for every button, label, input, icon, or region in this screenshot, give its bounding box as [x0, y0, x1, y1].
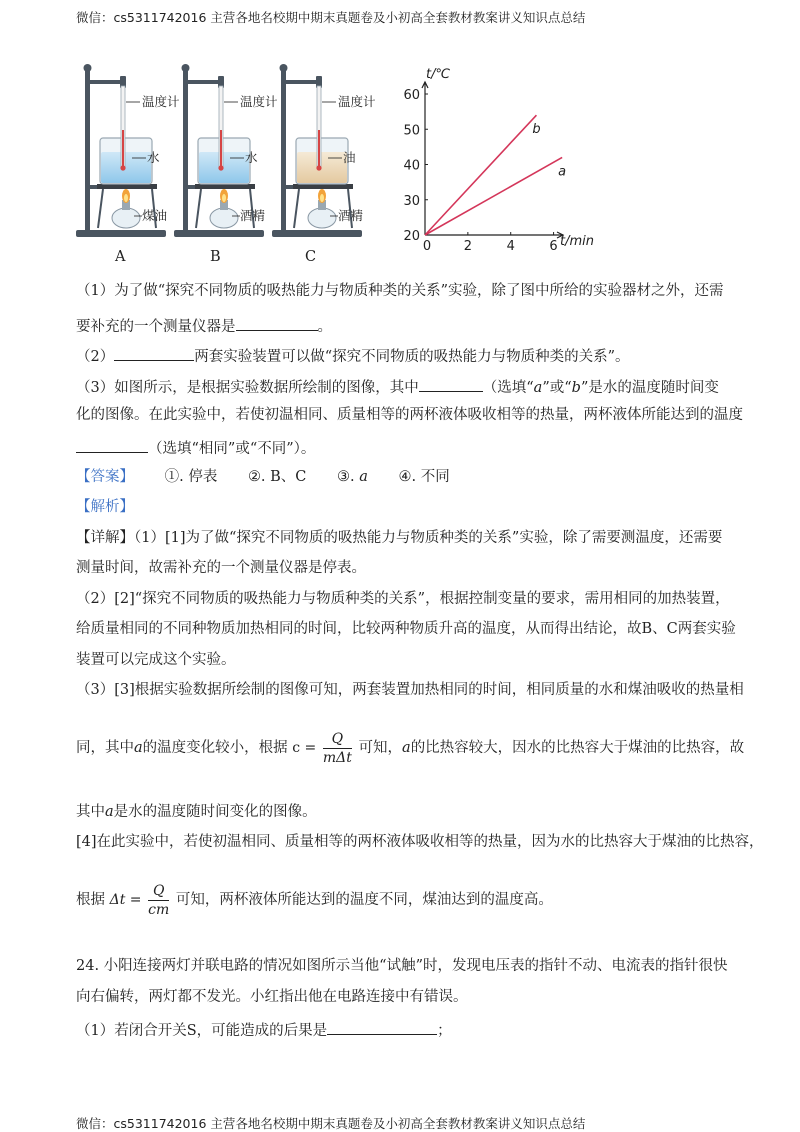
series-line-a [425, 157, 562, 235]
experiment-figure [70, 60, 400, 270]
q1-line1: （1）为了做“探究不同物质的吸热能力与物质种类的关系”实验，除了图中所给的实验器材之外，还需 [76, 283, 724, 299]
lamp-body [308, 208, 336, 228]
setup-letter-a: A [115, 249, 126, 265]
detail-p1-l2: 测量时间，故需补充的一个测量仪器是停表。 [76, 560, 366, 576]
series-line-b [425, 115, 536, 235]
series-label-a: a [558, 164, 567, 180]
q2-blank[interactable] [114, 344, 194, 361]
detail-p2-l1: （2）[2]“探究不同物质的吸热能力与物质种类的关系”，根据控制变量的要求，需用相同的加热装置， [76, 591, 730, 607]
q24-sub1-text: （1）若闭合开关S，可能造成的后果是 [76, 1023, 328, 1039]
thermometer-bulb [316, 165, 321, 170]
page-header: 微信：cs5311742016 主营各地名校期中期末真题卷及小初高全套教材教案讲义知识点总结 [76, 10, 586, 25]
liquid-label: 水 [245, 150, 258, 165]
q1-line2 [76, 314, 332, 337]
answer-item-4: ④. 不同 [398, 469, 450, 485]
p3-l2-b: 的温度变化较小，根据 [142, 740, 288, 756]
q24-sub1-end: ； [437, 1023, 452, 1039]
ring-arm [183, 185, 195, 189]
y-tick-label: 60 [403, 88, 420, 103]
wire-gauze [293, 184, 353, 189]
y-tick-label: 30 [403, 193, 420, 209]
thermometer-label: 温度计 [142, 94, 180, 109]
y-tick-label: 50 [403, 123, 420, 139]
p3-l3-a: 其中 [76, 804, 105, 820]
answer-item-3-var: a [359, 469, 368, 485]
answer-item-2: ②. B、C [247, 469, 307, 485]
liquid [297, 152, 347, 183]
rod-top [182, 64, 190, 72]
answer-item-1: ①. 停表 [164, 469, 218, 485]
formula-specific-heat [292, 728, 354, 768]
wire-gauze [195, 184, 255, 189]
fuel-label: 酒精 [338, 208, 364, 223]
q3-or: ”或“ [542, 380, 572, 396]
q3-text-b: （选填“ [482, 380, 534, 396]
x-tick-label: 0 [422, 239, 432, 254]
setup-letter-c: C [305, 249, 317, 265]
x-tick-label: 4 [506, 239, 515, 254]
detail-p2-l2: 给质量相同的不同种物质加热相同的时间，比较两种物质升高的温度，从而得出结论，故B、C两套实验 [76, 621, 736, 637]
detail-p2-l3: 装置可以完成这个实验。 [76, 652, 236, 668]
q3-text-a: （3）如图所示，是根据实验数据所绘制的图像，其中 [76, 380, 419, 396]
stand-rod [85, 68, 90, 233]
q24-line1: 24. 小阳连接两灯并联电路的情况如图所示当他“试触”时，发现电压表的指针不动、电流表的指针很快 [76, 958, 728, 974]
wire-gauze [97, 184, 157, 189]
detail-p3-l3 [76, 802, 317, 822]
page-footer: 微信：cs5311742016 主营各地名校期中期末真题卷及小初高全套教材教案讲义知识点总结 [76, 1116, 586, 1131]
answer-line [76, 467, 450, 487]
x-tick-label: 6 [549, 239, 558, 254]
q3-text-c: ”是水的温度随时间变 [580, 380, 719, 396]
analysis-label: 【解析】 [76, 499, 134, 515]
formula1-fraction [323, 730, 352, 767]
answer-item-3: ③. [337, 469, 360, 485]
detail-p4-l1: [4]在此实验中，若使初温相同、质量相等的两杯液体吸收相等的热量，因为水的比热容大于煤油的比热容， [76, 834, 764, 850]
thermometer-column [318, 130, 320, 166]
q1-text2: 要补充的一个测量仪器是 [76, 319, 236, 335]
q3-option-b: b [571, 380, 581, 396]
ring-arm [85, 185, 97, 189]
p4-l2-a: 根据 [76, 892, 105, 908]
lamp-body [210, 208, 238, 228]
detail-p3-l2 [76, 728, 744, 768]
q24-line2: 向右偏转，两灯都不发光。小红指出他在电路连接中有错误。 [76, 989, 468, 1005]
p3-l2-c: 可知， [358, 740, 403, 756]
formula-delta-t [110, 880, 172, 920]
tripod-leg [294, 189, 299, 228]
stand-rod [183, 68, 188, 233]
q1-end: 。 [317, 319, 332, 335]
liquid-label: 油 [343, 150, 356, 165]
liquid-label: 水 [147, 150, 160, 165]
q24-sub1 [76, 1018, 452, 1041]
q3-line3-text: （选填“相同”或“不同”）。 [148, 441, 316, 457]
temperature-graph [400, 62, 600, 257]
formula1-lhs: c = [292, 740, 317, 756]
p3-l2-var: a [134, 740, 143, 756]
q3-line2: 化的图像。在此实验中，若使初温相同、质量相等的两杯液体吸收相等的热量，两杯液体所能达到的温度 [76, 407, 743, 423]
x-tick-label: 2 [463, 239, 472, 254]
answer-label: 【答案】 [76, 469, 134, 485]
thermometer-bulb [120, 165, 125, 170]
setup-c [272, 64, 376, 237]
stand-rod [281, 68, 286, 233]
clamp-arm [183, 80, 221, 84]
clamp-arm [85, 80, 123, 84]
formula2-num: Q [148, 882, 169, 901]
tripod-leg [196, 189, 201, 228]
thermometer-column [122, 130, 124, 166]
formula2-fraction [148, 882, 169, 919]
q3-option-a: a [533, 380, 543, 396]
detail-p4-l2 [76, 880, 553, 920]
graph-x-label: t/min [560, 234, 594, 249]
formula2-lhs: Δt = [109, 892, 142, 908]
thermometer-bulb [218, 165, 223, 170]
lamp-body [112, 208, 140, 228]
p3-l2-d: 的比热容较大，因水的比热容大于煤油的比热容，故 [410, 740, 745, 756]
formula2-den: cm [148, 901, 170, 918]
tripod-leg [98, 189, 103, 228]
flame-core [222, 194, 226, 202]
thermometer-label: 温度计 [338, 94, 376, 109]
ring-arm [281, 185, 293, 189]
q3-line3 [76, 436, 315, 459]
flame-core [124, 194, 128, 202]
setup-b [174, 64, 278, 237]
y-tick-label: 40 [403, 158, 420, 174]
q24-blank[interactable] [327, 1018, 437, 1035]
graph-y-label: t/℃ [426, 67, 451, 82]
liquid [101, 152, 151, 183]
setup-a [76, 64, 180, 237]
formula1-den: mΔt [322, 749, 352, 766]
p3-l3-b: 是水的温度随时间变化的图像。 [113, 804, 317, 820]
p3-l3-var: a [105, 804, 114, 820]
p3-l2-a: 同，其中 [76, 740, 134, 756]
thermometer-column [220, 130, 222, 166]
detail-p3-l1: （3）[3]根据实验数据所绘制的图像可知，两套装置加热相同的时间，相同质量的水和煤油吸收的热量相 [76, 682, 744, 698]
fuel-label: 煤油 [142, 208, 168, 223]
liquid [199, 152, 249, 183]
q2-label: （2） [76, 349, 115, 365]
q2-text: 两套实验装置可以做“探究不同物质的吸热能力与物质种类的关系”。 [194, 349, 630, 365]
formula1-num: Q [323, 730, 352, 749]
rod-top [280, 64, 288, 72]
fuel-label: 酒精 [240, 208, 266, 223]
setup-letter-b: B [210, 249, 221, 265]
q2-line [76, 344, 630, 367]
rod-top [84, 64, 92, 72]
detail-p1-l1: 【详解】（1）[1]为了做“探究不同物质的吸热能力与物质种类的关系”实验，除了需要测温度，还需要 [76, 530, 723, 546]
y-tick-label: 20 [403, 229, 420, 244]
p4-l2-b: 可知，两杯液体所能达到的温度不同，煤油达到的温度高。 [175, 892, 553, 908]
p3-l2-var2: a [402, 740, 411, 756]
q3-line1 [76, 375, 719, 398]
series-label-b: b [532, 122, 541, 138]
q3-blank2[interactable] [76, 436, 148, 453]
q1-blank[interactable] [236, 314, 318, 331]
clamp-arm [281, 80, 319, 84]
q3-blank1[interactable] [419, 375, 483, 392]
thermometer-label: 温度计 [240, 94, 278, 109]
flame-core [320, 194, 324, 202]
